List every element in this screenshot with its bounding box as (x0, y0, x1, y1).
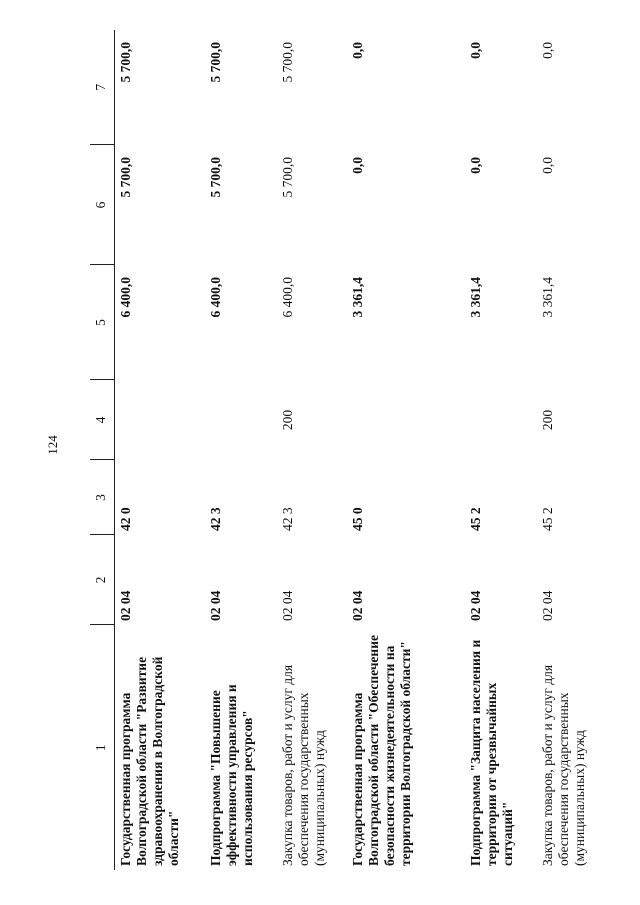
row-name: Закупка товаров, работ и услуг для обеспечения государственных (муниципальных) нужд (279, 664, 327, 866)
col-header-2: 2 (90, 535, 115, 625)
row-section: 02 04 (118, 590, 133, 621)
row-section: 02 04 (207, 590, 223, 621)
row-value-7: 5 700,0 (118, 42, 133, 83)
rotated-table-wrapper (90, 30, 609, 870)
row-value-7: 0,0 (349, 42, 365, 59)
row-target: 45 0 (349, 507, 365, 531)
header-row (90, 30, 115, 870)
col-header-1: 1 (90, 625, 115, 870)
row-value-5: 3 361,4 (539, 277, 555, 318)
row-name: Подпрограмма "Повышение эффективности управления и использования ресурсов" (207, 684, 255, 866)
row-section: 02 04 (467, 590, 483, 621)
row-value-7: 0,0 (539, 42, 555, 59)
col-header-6: 6 (90, 145, 115, 265)
col-header-7: 7 (90, 30, 115, 145)
table-row (205, 30, 277, 870)
row-value-6: 0,0 (349, 157, 365, 174)
row-kind (205, 380, 277, 460)
row-value-6: 5 700,0 (279, 157, 295, 198)
row-value-5: 6 400,0 (118, 277, 133, 318)
col-header-3: 3 (90, 460, 115, 535)
row-target: 45 2 (539, 507, 555, 531)
row-kind (465, 380, 537, 460)
table-row (465, 30, 537, 870)
row-section: 02 04 (539, 590, 555, 621)
row-name: Государственная программа Волгоградской области "Развитие здравоохранения в Волгоградской области" (118, 656, 181, 866)
row-value-5: 6 400,0 (279, 277, 295, 318)
row-name: Закупка товаров, работ и услуг для обеспечения государственных (муниципальных) нужд (539, 664, 587, 866)
table-row (115, 30, 205, 870)
row-kind (347, 380, 465, 460)
row-value-6: 0,0 (539, 157, 555, 174)
row-value-5: 3 361,4 (349, 277, 365, 318)
row-name: Государственная программа Волгоградской области "Обеспечение безопасности жизнедеятельности на территории Волгоградской области" (349, 635, 413, 866)
row-kind: 200 (539, 409, 555, 431)
row-section: 02 04 (279, 590, 295, 621)
row-value-6: 0,0 (467, 157, 483, 174)
row-value-6: 5 700,0 (118, 157, 133, 198)
row-value-5: 3 361,4 (467, 277, 483, 318)
table-row (537, 30, 609, 870)
col-header-4: 4 (90, 380, 115, 460)
row-target: 42 3 (207, 507, 223, 531)
row-value-6: 5 700,0 (207, 157, 223, 198)
row-name: Подпрограмма "Защита населения и территории от чрезвычайных ситуаций" (467, 639, 515, 866)
row-kind (115, 380, 205, 460)
row-value-7: 0,0 (467, 42, 483, 59)
col-header-5: 5 (90, 265, 115, 380)
row-target: 42 0 (118, 507, 133, 531)
row-section: 02 04 (349, 590, 365, 621)
table-row (347, 30, 465, 870)
row-value-7: 5 700,0 (207, 42, 223, 83)
row-value-7: 5 700,0 (279, 42, 295, 83)
table-row (277, 30, 347, 870)
row-kind: 200 (279, 409, 295, 431)
page-number: 124 (45, 435, 60, 455)
row-value-5: 6 400,0 (207, 277, 223, 318)
row-target: 42 3 (279, 507, 295, 531)
row-target: 45 2 (467, 507, 483, 531)
budget-table (90, 30, 609, 870)
